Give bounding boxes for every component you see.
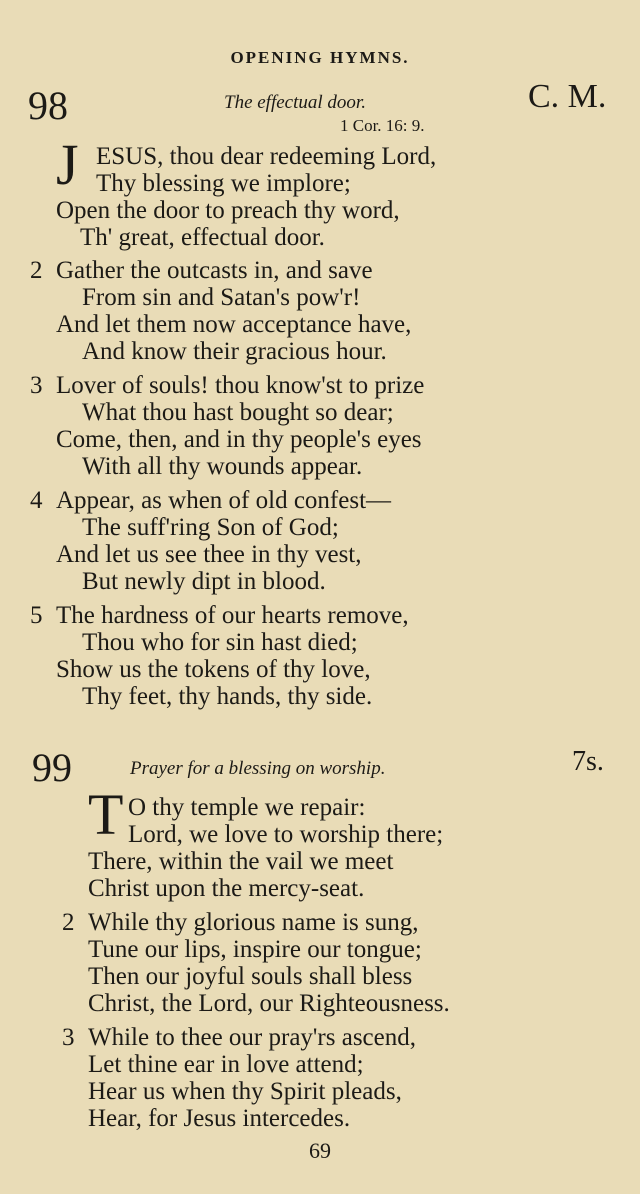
hymn-line: Lord, we love to worship there; [128, 821, 444, 848]
hymn-line: What thou hast bought so dear; [82, 399, 394, 426]
drop-cap: T [88, 782, 124, 847]
hymn-line: The suff'ring Son of God; [82, 514, 339, 541]
hymn-line: Thy blessing we implore; [96, 170, 351, 197]
hymn-line: Gather the outcasts in, and save [56, 257, 373, 284]
hymn-line: And know their gracious hour. [82, 338, 387, 365]
verse-number: 3 [30, 372, 43, 399]
verse-number: 2 [30, 257, 43, 284]
hymn-line: Thy feet, thy hands, thy side. [82, 683, 373, 710]
hymn-line: Christ, the Lord, our Righteousness. [88, 990, 450, 1017]
hymn-title: Prayer for a blessing on worship. [130, 758, 386, 779]
hymn-line: Lover of souls! thou know'st to prize [56, 372, 425, 399]
verse-number: 3 [62, 1024, 75, 1051]
hymn-line: While thy glorious name is sung, [88, 909, 419, 936]
hymn-line: Open the door to preach thy word, [56, 197, 400, 224]
hymn-line: And let them now acceptance have, [56, 311, 412, 338]
verse-number: 5 [30, 602, 43, 629]
hymn-line: Let thine ear in love attend; [88, 1051, 364, 1078]
hymn-meter: C. M. [528, 78, 607, 115]
hymn-number: 98 [28, 83, 68, 128]
hymn-line: Appear, as when of old confest— [56, 487, 392, 514]
hymn-line: While to thee our pray'rs ascend, [88, 1024, 416, 1051]
hymn-line: ESUS, thou dear redeeming Lord, [96, 143, 437, 170]
hymn-line: And let us see thee in thy vest, [56, 541, 362, 568]
hymn-line: Th' great, effectual door. [80, 224, 325, 251]
verse-number: 2 [62, 909, 75, 936]
hymn-line: Hear, for Jesus intercedes. [88, 1105, 351, 1132]
hymn-line: There, within the vail we meet [88, 848, 394, 875]
drop-cap: J [56, 132, 79, 197]
hymn-line: Hear us when thy Spirit pleads, [88, 1078, 402, 1105]
hymn-line: O thy temple we repair: [128, 794, 366, 821]
hymn-line: Thou who for sin hast died; [82, 629, 358, 656]
hymn-line: Christ upon the mercy-seat. [88, 875, 365, 902]
hymn-number: 99 [32, 745, 72, 790]
hymn-line: Tune our lips, inspire our tongue; [88, 936, 422, 963]
hymn-line: The hardness of our hearts remove, [56, 602, 409, 629]
hymn-title: The effectual door. [224, 92, 366, 113]
hymn-line: Show us the tokens of thy love, [56, 656, 371, 683]
hymn-meter: 7s. [572, 746, 604, 777]
hymn-line: Then our joyful souls shall bless [88, 963, 413, 990]
hymn-line: From sin and Satan's pow'r! [82, 284, 361, 311]
hymn-line: But newly dipt in blood. [82, 568, 326, 595]
page-number: 69 [309, 1138, 331, 1163]
running-header: OPENING HYMNS. [230, 48, 410, 67]
hymn-line: With all thy wounds appear. [82, 453, 363, 480]
verse-number: 4 [30, 487, 43, 514]
scripture-reference: 1 Cor. 16: 9. [340, 116, 425, 135]
hymn-line: Come, then, and in thy people's eyes [56, 426, 422, 453]
